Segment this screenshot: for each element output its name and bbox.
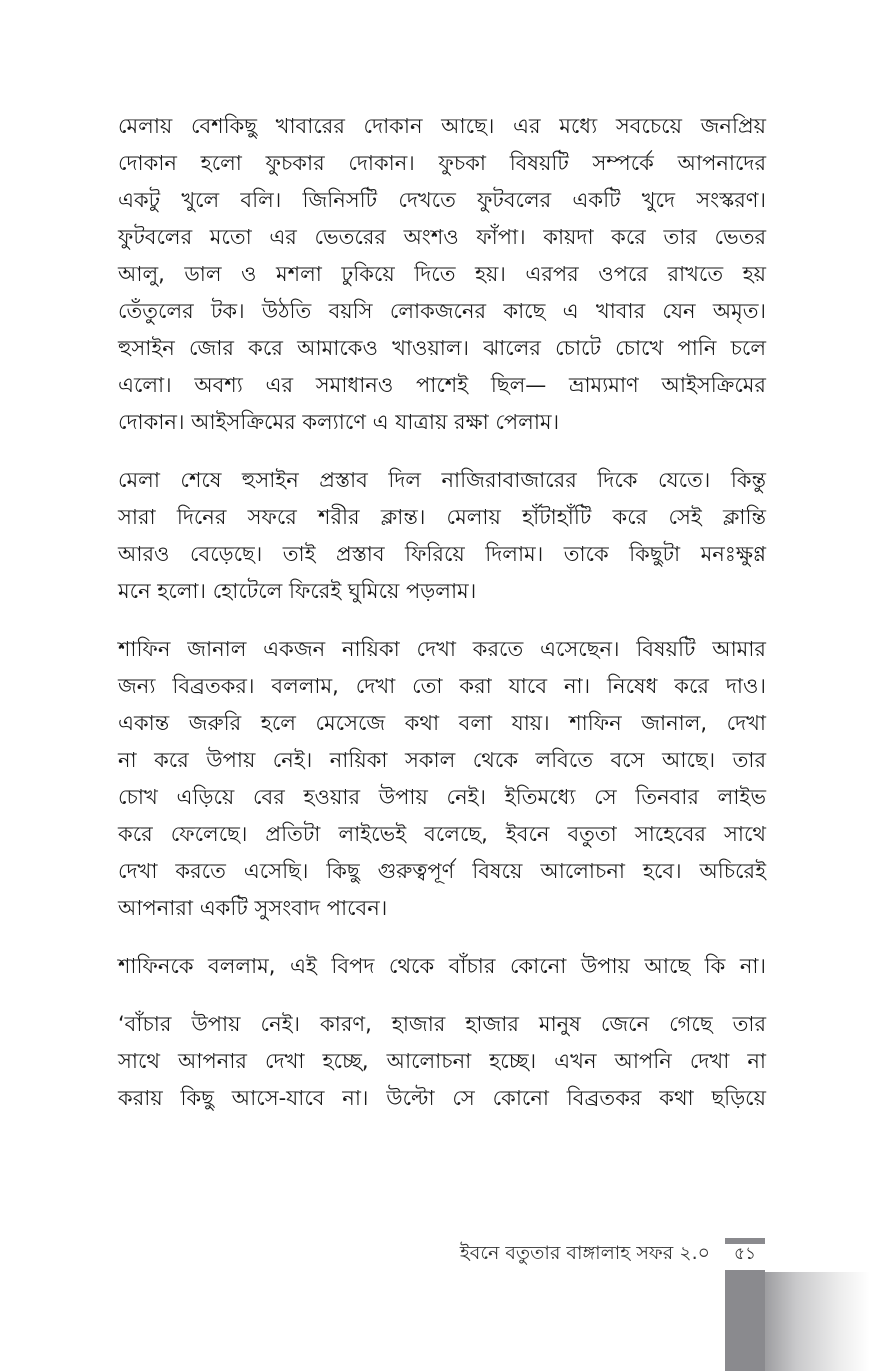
paragraph bbox=[118, 108, 766, 441]
text-line: দোকান। আইসক্রিমের কল্যাণে এ যাত্রায় রক্ষা পেলাম। bbox=[118, 410, 560, 434]
text-line: দেখা করতে এসেছি। কিছু গুরুত্বপূর্ণ বিষয়ে আলোচনা হবে। অচিরেই bbox=[118, 859, 766, 883]
text-line: মেলায় বেশকিছু খাবারের দোকান আছে। এর মধ্যে সবচেয়ে জনপ্রিয় bbox=[118, 114, 766, 138]
text-line: আপনারা একটি সুসংবাদ পাবেন। bbox=[118, 896, 388, 920]
text-line: সাথে আপনার দেখা হচ্ছে, আলোচনা হচ্ছে। এখন আপনি দেখা না bbox=[118, 1049, 766, 1073]
running-title: ইবনে বতুতার বাঙ্গালাহ সফর ২.০ bbox=[459, 1242, 710, 1264]
text-line: শাফিনকে বললাম, এই বিপদ থেকে বাঁচার কোনো উপায় আছে কি না। bbox=[118, 954, 766, 978]
paragraph bbox=[118, 631, 766, 927]
text-line: চোখ এড়িয়ে বের হওয়ার উপায় নেই। ইতিমধ্যে সে তিনবার লাইভ bbox=[118, 785, 766, 809]
text-line: না করে উপায় নেই। নায়িকা সকাল থেকে লবিতে বসে আছে। তার bbox=[118, 748, 766, 772]
text-line: একটু খুলে বলি। জিনিসটি দেখতে ফুটবলের একটি খুদে সংস্করণ। bbox=[118, 188, 766, 212]
text-line: করে ফেলেছে। প্রতিটা লাইভেই বলেছে, ইবনে বতুতা সাহেবের সাথে bbox=[118, 822, 766, 846]
text-line: আলু, ডাল ও মশলা ঢুকিয়ে দিতে হয়। এরপর ওপরে রাখতে হয় bbox=[118, 262, 766, 286]
paragraph bbox=[118, 462, 766, 610]
text-line: একান্ত জরুরি হলে মেসেজে কথা বলা যায়। শাফিন জানাল, দেখা bbox=[118, 711, 766, 735]
text-line: আরও বেড়েছে। তাই প্রস্তাব ফিরিয়ে দিলাম। তাকে কিছুটা মনঃক্ষুণ্ণ bbox=[118, 542, 766, 566]
page-tab-shadow bbox=[765, 1272, 870, 1371]
page-number: ৫১ bbox=[733, 1244, 757, 1264]
text-line: তেঁতুলের টক। উঠতি বয়সি লোকজনের কাছে এ খাবার যেন অমৃত। bbox=[118, 299, 766, 323]
text-line: শাফিন জানাল একজন নায়িকা দেখা করতে এসেছেন। বিষয়টি আমার bbox=[118, 637, 766, 661]
text-line: হুসাইন জোর করে আমাকেও খাওয়াল। ঝালের চোটে চোখে পানি চলে bbox=[118, 336, 766, 360]
text-line: জন্য বিব্রতকর। বললাম, দেখা তো করা যাবে না। নিষেধ করে দাও। bbox=[118, 674, 766, 698]
text-line: দোকান হলো ফুচকার দোকান। ফুচকা বিষয়টি সম্পর্কে আপনাদের bbox=[118, 151, 766, 175]
text-line: ফুটবলের মতো এর ভেতরের অংশও ফাঁপা। কায়দা করে তার ভেতর bbox=[118, 225, 766, 249]
text-line: এলো। অবশ্য এর সমাধানও পাশেই ছিল— ভ্রাম্যমাণ আইসক্রিমের bbox=[118, 373, 766, 397]
text-line: ‘বাঁচার উপায় নেই। কারণ, হাজার হাজার মানুষ জেনে গেছে তার bbox=[118, 1012, 766, 1036]
text-line: সারা দিনের সফরে শরীর ক্লান্ত। মেলায় হাঁটাহাঁটি করে সেই ক্লান্তি bbox=[118, 505, 766, 529]
text-line: মেলা শেষে হুসাইন প্রস্তাব দিল নাজিরাবাজারের দিকে যেতে। কিন্তু bbox=[118, 468, 766, 492]
text-line: করায় কিছু আসে-যাবে না। উল্টো সে কোনো বিব্রতকর কথা ছড়িয়ে bbox=[118, 1086, 766, 1110]
page-tab-block bbox=[725, 1270, 765, 1371]
text-line: মনে হলো। হোটেলে ফিরেই ঘুমিয়ে পড়লাম। bbox=[118, 579, 477, 603]
page-body bbox=[118, 108, 766, 1138]
paragraph bbox=[118, 948, 766, 985]
paragraph bbox=[118, 1006, 766, 1117]
